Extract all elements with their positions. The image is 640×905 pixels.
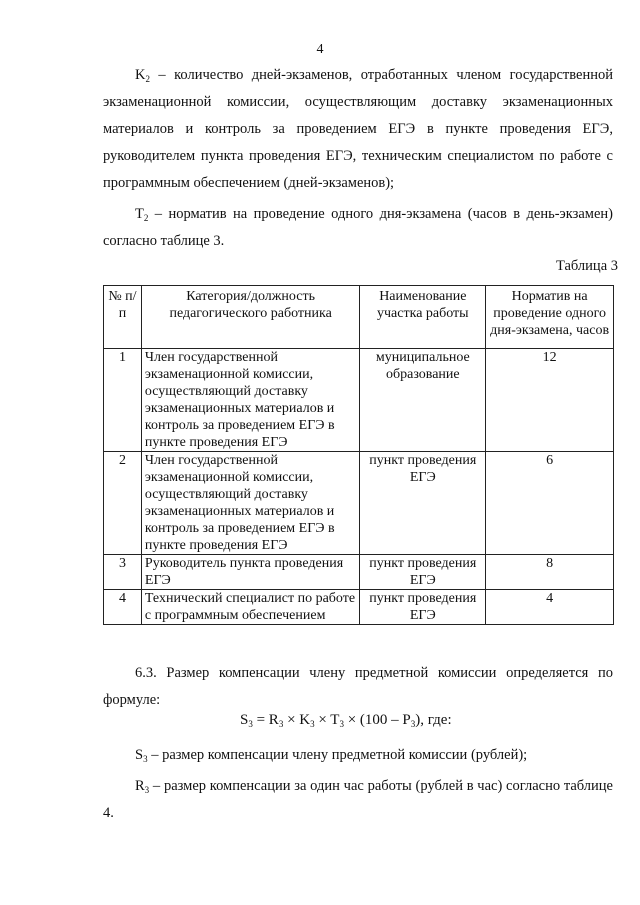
table-row — [104, 452, 614, 555]
cell-area: муниципальное образование — [360, 349, 486, 452]
table-row — [104, 349, 614, 452]
formula-part: × T — [314, 712, 340, 728]
cell-category: Руководитель пункта проведения ЕГЭ — [141, 555, 359, 590]
paragraph-text: – норматив на проведение одного дня-экзамена (часов в день-экзамен) согласно таблице 3. — [103, 206, 613, 249]
cell-number: 1 — [104, 349, 142, 452]
header-norm: Норматив на проведение одного дня-экзамена, часов — [486, 286, 614, 349]
subscript: 3 — [278, 719, 284, 729]
page-number: 4 — [316, 42, 324, 57]
subscript: 3 — [339, 719, 344, 729]
table-row — [104, 590, 614, 625]
formula-part: × K — [283, 712, 311, 728]
table-row — [104, 555, 614, 590]
symbol: R — [135, 778, 145, 794]
formula-part: = R — [252, 712, 279, 728]
paragraph-text: – размер компенсации члену предметной комиссии (рублей); — [147, 747, 528, 763]
subscript: 3 — [144, 785, 150, 795]
norms-table — [103, 285, 614, 625]
symbol: S — [135, 747, 144, 763]
subscript: 3 — [310, 719, 315, 729]
cell-number: 3 — [104, 555, 142, 590]
cell-area: пункт проведения ЕГЭ — [360, 452, 486, 555]
cell-category: Технический специалист по работе с программным обеспечением — [141, 590, 359, 625]
subscript: 2 — [145, 74, 150, 84]
symbol: K — [135, 67, 146, 83]
cell-norm: 8 — [486, 555, 614, 590]
cell-category: Член государственной экзаменационной комиссии, осуществляющий доставку экзаменационных материалов и контроль за проведением ЕГЭ в пункте проведения ЕГЭ — [141, 452, 359, 555]
subscript: 2 — [143, 213, 149, 223]
paragraph-6-3: 6.3. Размер компенсации члену предметной комиссии определяется по формуле: — [103, 665, 613, 708]
paragraph-text: – размер компенсации за один час работы (рублей в час) согласно таблице 4. — [103, 778, 613, 821]
paragraph-k2 — [103, 62, 613, 197]
header-number: № п/п — [104, 286, 142, 349]
symbol: T — [135, 206, 144, 222]
cell-area: пункт проведения ЕГЭ — [360, 590, 486, 625]
formula-part: × (100 – P — [343, 712, 411, 728]
paragraph-t2 — [103, 201, 613, 255]
table-caption: Таблица 3 — [555, 258, 618, 274]
cell-number: 4 — [104, 590, 142, 625]
formula-part: S — [240, 712, 249, 728]
cell-number: 2 — [104, 452, 142, 555]
paragraph-s3 — [103, 742, 613, 769]
cell-norm: 6 — [486, 452, 614, 555]
cell-norm: 4 — [486, 590, 614, 625]
paragraph-text: – количество дней-экзаменов, отработанных членом государственной экзаменационной комиссии, осуществляющим доставку экзаменационных материалов и контроль за проведением ЕГЭ в пункте проведения ЕГЭ, руководителем пункта проведения ЕГЭ, техническим специалистом по работе с программным обеспечением (дней-экзаменов); — [103, 67, 613, 191]
header-area: Наименование участка работы — [360, 286, 486, 349]
subscript: 3 — [410, 719, 416, 729]
subscript: 3 — [248, 719, 253, 729]
cell-norm: 12 — [486, 349, 614, 452]
formula-part: ), где: — [415, 712, 452, 728]
table-header-row — [104, 286, 614, 349]
cell-area: пункт проведения ЕГЭ — [360, 555, 486, 590]
paragraph-r3 — [103, 773, 613, 827]
subscript: 3 — [143, 754, 148, 764]
cell-category: Член государственной экзаменационной комиссии, осуществляющий доставку экзаменационных материалов и контроль за проведением ЕГЭ в пункте проведения ЕГЭ — [141, 349, 359, 452]
formula — [240, 712, 540, 729]
header-category: Категория/должность педагогического работника — [141, 286, 359, 349]
